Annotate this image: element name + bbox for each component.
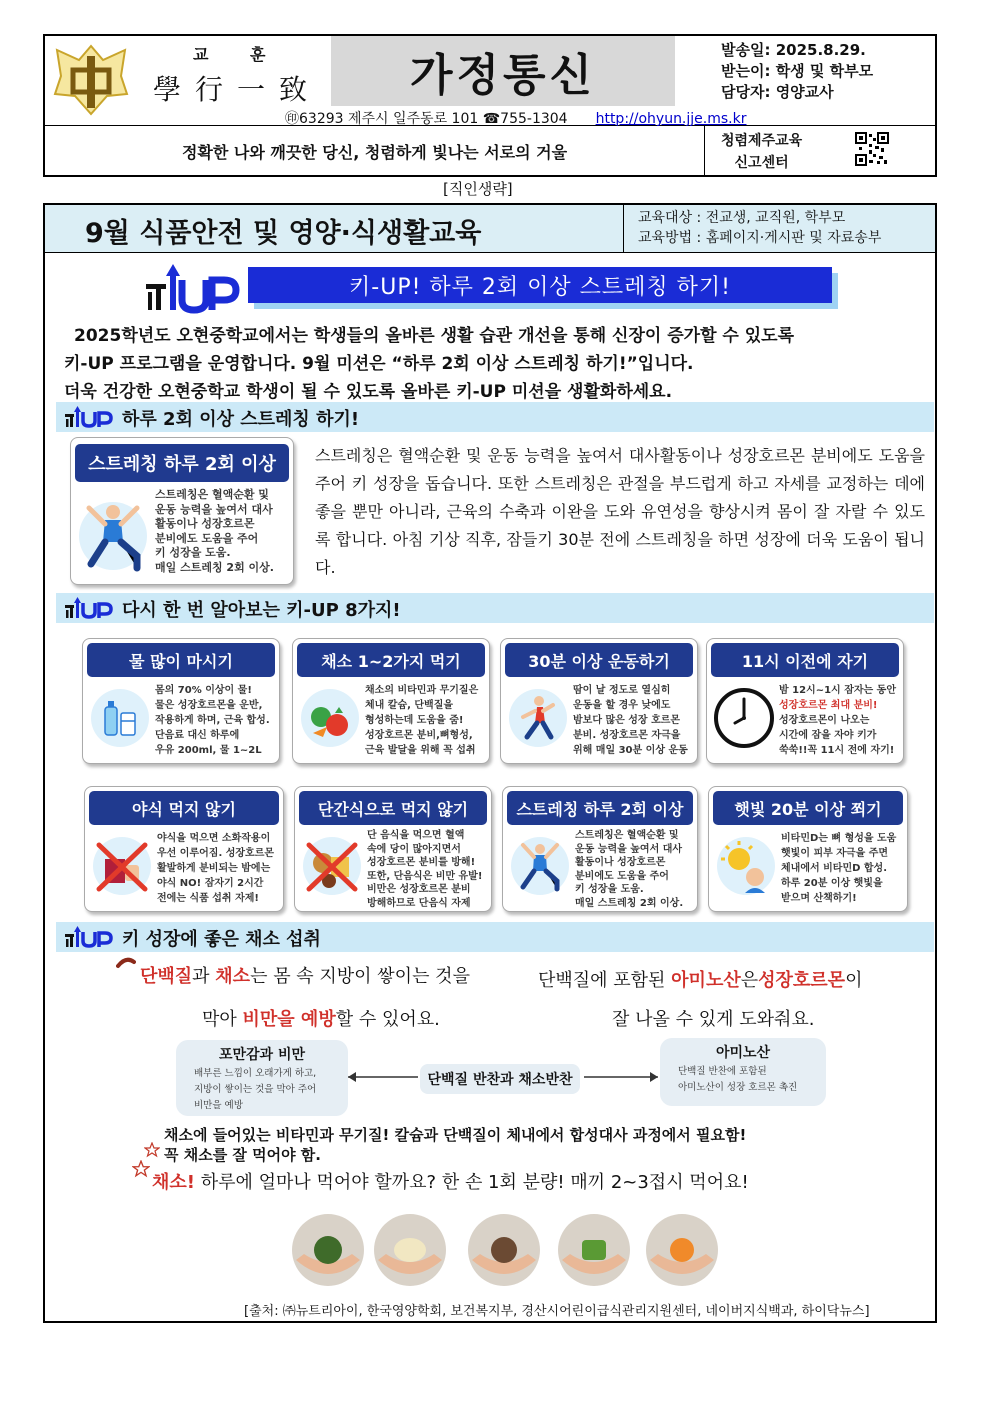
protein-veg-line-2 (202, 1005, 440, 1031)
kiup-card-line: 운동 능력을 높여서 대사 (575, 843, 683, 855)
kiup-card-vegetables (292, 638, 490, 764)
kiup-card-sunlight (708, 786, 908, 912)
text-fragment: 이 (845, 970, 863, 991)
ribbon-accent-icon (116, 956, 136, 972)
kiup-card-line: 우선 이루어짐. 성장호르몬 (157, 848, 275, 859)
hand-carrot-icon (644, 1210, 720, 1290)
satiety-box (176, 1040, 348, 1116)
kiup-card-line: 분비. 성장호르몬 자극을 (573, 730, 681, 741)
hand-sprouts-icon (372, 1210, 448, 1290)
kiup-card-no-sweets (294, 786, 492, 912)
amino-box-body (678, 1064, 797, 1096)
stretching-card-line: 분비에도 도움을 주어 (155, 531, 259, 545)
kiup-small-icon (64, 597, 118, 619)
page-title: 가정통신 (409, 50, 596, 101)
kiup-card-line: 위해 매일 30분 이상 운동 (573, 745, 688, 756)
stretching-person-icon (75, 488, 151, 578)
vegetable-note-1: 채소에 들어있는 비타민과 무기질! 칼슘과 단백질이 체내에서 합성대사 과정에서 필요함! (164, 1126, 747, 1144)
kiup-card-line: 단 음식을 먹으면 혈액 (367, 830, 465, 841)
kiup-card-line: 쑥쑥!!꼭 11시 전에 자기! (779, 745, 895, 756)
topic-title: 9월 식품안전 및 영양·식생활교육 (85, 218, 482, 249)
kiup-card-text (781, 831, 903, 906)
kiup-card-line: 방해하므로 단음식 자제 (367, 897, 471, 909)
satiety-box-line: 지방이 쌓이는 것을 막아 주어 (194, 1084, 317, 1095)
kiup-card-title: 야식 먹지 않기 (89, 791, 279, 825)
sources-citation: [출처: ㈜뉴트리아이, 한국영양학회, 보건복지부, 경산시어린이급식관리지원센터, 네이버지식백과, 하이닥뉴스] (244, 1304, 870, 1319)
water-bottle-icon (89, 687, 151, 749)
highlight-vegetable-question: 채소! (152, 1172, 195, 1193)
hand-mushroom-icon (466, 1210, 542, 1290)
stretching-card-text (155, 488, 289, 575)
kiup-card-line: 하루 20분 이상 햇빛을 (781, 878, 883, 889)
amino-box-line: 아미노산이 성장 호르몬 촉진 (678, 1082, 798, 1093)
kiup-card-exercise (500, 638, 698, 764)
kiup-card-line: 성장호르몬이 나오는 (779, 715, 870, 726)
kiup-card-line: 물은 성장호르몬을 운반, (155, 700, 263, 711)
kiup-card-line: 햇빛이 피부 자극을 주면 (781, 848, 889, 859)
stretching-card-title: 스트레칭 하루 2회 이상 (75, 444, 289, 482)
title-panel (331, 36, 675, 106)
running-person-icon (507, 687, 569, 749)
kiup-card-line: 운동을 할 경우 낮에도 (573, 700, 671, 711)
stretching-paragraph: 스트레칭은 혈액순환 및 운동 능력을 높여서 대사활동이나 성장호르몬 분비에도 도움을 주어 키 성장을 돕습니다. 또한 스트레칭은 관절을 부드럽게 하고 자세를 교정하는 데에 좋을 뿐만 아니라, 근육의 수축과 이완을 도와 유연성을 향상시켜 몸이 잘 자랄 수 있도록 합니다. 아침 기상 직후, 잠들기 30분 전에 스트레칭을 하면 성장에 더욱 도움이 됩니다. (315, 446, 925, 577)
kiup-card-text (157, 831, 279, 906)
kiup-card-line: 또한, 단음식은 비만 유발! (367, 870, 483, 882)
satiety-box-title: 포만감과 비만 (218, 1047, 306, 1063)
kiup-card-line: 우유 200ml, 물 1~2L (155, 745, 262, 756)
mission-banner: 키-UP! 하루 2회 이상 스트레칭 하기! (248, 267, 832, 303)
topic-banner (45, 205, 935, 253)
kiup-card-stretching (502, 786, 698, 912)
amino-box-line: 단백질 반찬에 포함된 (678, 1066, 767, 1077)
report-center (721, 130, 802, 174)
section-bar-stretching (56, 402, 934, 432)
vegetables-icon (299, 687, 361, 749)
send-info (721, 40, 873, 103)
text-fragment: 한 손 1회 분량! 매끼 2~3접시 먹어요! (436, 1172, 749, 1193)
clock-icon (713, 687, 775, 749)
text-fragment: 단백질에 포함된 (538, 970, 672, 991)
highlight-protein: 단백질 (140, 966, 193, 987)
satiety-box-line: 비만을 예방 (194, 1100, 243, 1111)
highlight-amino: 아미노산 (671, 970, 741, 991)
hand-broccoli-icon (290, 1210, 366, 1290)
no-sweets-icon (301, 835, 363, 897)
intro-line-3: 더욱 건강한 오현중학교 학생이 될 수 있도록 올바른 키-UP 미션을 생활화하세요. (64, 382, 673, 402)
stretching-person-icon (509, 835, 571, 897)
satiety-box-line: 배부른 느낌이 오래가게 하고, (194, 1068, 317, 1079)
kiup-card-title: 채소 1~2가지 먹기 (297, 643, 485, 677)
amino-box-title: 아미노산 (715, 1045, 771, 1061)
kiup-card-line: 땀이 날 정도로 열심히 (573, 685, 671, 696)
stretching-card (70, 437, 294, 585)
kiup-card-title: 물 많이 마시기 (87, 643, 275, 677)
person-in-charge: 담당자: 영양교사 (721, 83, 834, 101)
integrity-slogan: 정확한 나와 깨끗한 당신, 청렴하게 빛나는 서로의 거울 (45, 126, 705, 177)
kiup-card-line: 밤보다 많은 성장 호르몬 (573, 715, 681, 726)
satiety-box-body (194, 1066, 316, 1114)
kiup-logo-icon (142, 262, 242, 316)
recipient: 받는이: 학생 및 학부모 (721, 62, 874, 80)
kiup-card-line: 성장호르몬 분비를 방해! (367, 857, 476, 868)
kiup-card-line: 작용하게 하며, 근육 합성. (155, 715, 270, 726)
letterhead (43, 34, 937, 177)
kiup-card-text (155, 683, 275, 758)
intro-line-2: 키-UP 프로그램을 운영합니다. 9월 미션은 “하루 2회 이상 스트레칭 하기!”입니다. (64, 354, 694, 374)
sun-icon (715, 835, 777, 897)
stretching-card-line: 활동이나 성장호르몬 (155, 517, 255, 530)
kiup-card-line: 성장호르몬 분비,뼈형성, (365, 730, 473, 741)
kiup-card-no-late-snack (84, 786, 284, 912)
kiup-card-line: 밤 12시~1시 잠자는 동안 (779, 685, 896, 696)
kiup-card-line: 속에 당이 많아지면서 (367, 843, 461, 855)
section-title-stretching: 하루 2회 이상 스트레칭 하기! (122, 409, 360, 430)
highlight-obesity: 비만을 예방 (242, 1009, 336, 1030)
kiup-card-line: 스트레칭은 혈액순환 및 (575, 830, 679, 841)
kiup-card-text (573, 683, 693, 758)
kiup-card-title: 스트레칭 하루 2회 이상 (507, 791, 693, 825)
star-icon (144, 1142, 160, 1158)
send-date: 발송일: 2025.8.29. (721, 41, 866, 59)
amino-line-1 (538, 966, 862, 992)
kiup-card-line: 채소의 비타민과 무기질은 (365, 685, 479, 696)
right-arrow-icon (582, 1070, 660, 1084)
kiup-small-icon (64, 406, 118, 428)
star-icon (132, 1160, 150, 1178)
address-line (285, 108, 746, 128)
stretching-card-line: 스트레칭은 혈액순환 및 (155, 488, 269, 501)
text-fragment: 는 몸 속 지방이 쌓이는 것을 (250, 966, 470, 987)
education-target: 교육대상 : 전교생, 교직원, 학부모 (638, 210, 846, 226)
kiup-card-line: 체내 칼슘, 단백질을 (365, 700, 454, 711)
section-bar-vegetables (56, 922, 934, 952)
kiup-card-title: 30분 이상 운동하기 (505, 643, 693, 677)
vegetable-note-2: 꼭 채소를 잘 먹어야 함. (164, 1146, 321, 1164)
left-arrow-icon (346, 1070, 420, 1084)
qr-code-icon[interactable] (855, 132, 889, 166)
kiup-small-icon (64, 926, 118, 948)
stretching-card-line: 키 성장을 도움. (155, 546, 231, 559)
kiup-card-line: 근육 발달을 위해 꼭 섭취 (365, 745, 476, 756)
kiup-card-line: 비타민D는 뼈 형성을 도움 (781, 833, 897, 844)
kiup-card-line: 체내에서 비타민D 합성. (781, 863, 888, 874)
highlight-hormone: 성장호르몬 (758, 970, 846, 991)
kiup-card-line: 받으며 산책하기! (781, 893, 857, 904)
education-method: 교육방법 : 홈페이지·게시판 및 자료송부 (638, 230, 882, 246)
amino-line-2: 잘 나올 수 있게 도와줘요. (612, 1009, 815, 1030)
kiup-card-text (779, 683, 899, 758)
hand-cucumber-icon (556, 1210, 632, 1290)
no-late-snack-icon (91, 835, 153, 897)
kiup-card-line: 시간에 잠을 자야 키가 (779, 730, 877, 741)
topic-meta (623, 205, 935, 252)
highlight-vegetable: 채소 (215, 966, 251, 987)
stretching-card-line: 운동 능력을 높여서 대사 (155, 502, 273, 516)
section-title-vegetables: 키 성장에 좋은 채소 섭취 (122, 929, 321, 950)
kiup-card-line: 비만은 성장호르몬 분비 (367, 884, 471, 895)
vegetable-portion-question (152, 1168, 749, 1194)
school-url-link[interactable]: http://ohyun.jje.ms.kr (595, 111, 747, 127)
kiup-card-line: 전에는 식품 섭취 자제! (157, 893, 259, 904)
intro-line-1: 2025학년도 오현중학교에서는 학생들의 올바른 생활 습관 개선을 통해 신장이 증가할 수 있도록 (74, 326, 795, 346)
kiup-card-title: 햇빛 20분 이상 쬐기 (713, 791, 903, 825)
text-fragment: 하루에 얼마나 먹어야 할까요? (195, 1172, 437, 1193)
kiup-card-water (82, 638, 280, 764)
protein-veg-line-1 (140, 962, 470, 988)
kiup-card-text (367, 829, 487, 910)
school-motto: 學行一致 (153, 73, 322, 106)
kiup-card-line: 활동이나 성장호르몬 (575, 857, 666, 868)
kiup-card-line: 단음료 대신 하루에 (155, 730, 240, 741)
kiup-card-line: 매일 스트레칭 2회 이상. (575, 897, 684, 909)
stretching-card-line: 매일 스트레칭 2회 이상. (155, 560, 274, 574)
text-fragment: 과 (192, 966, 216, 987)
school-emblem-icon (51, 42, 131, 118)
kiup-card-line: 분비에도 도움을 주어 (575, 870, 669, 882)
kiup-card-title: 단간식으로 먹지 않기 (299, 791, 487, 825)
kiup-card-title: 11시 이전에 자기 (711, 643, 899, 677)
kiup-card-line: 형성하는데 도움을 줌! (365, 715, 464, 726)
kiup-card-line: 야식 NO! 잠자기 2시간 (157, 878, 264, 889)
text-fragment: 은 (740, 970, 759, 991)
report-center-line2: 신고센터 (734, 155, 789, 171)
motto-label: 교 훈 (193, 45, 284, 64)
section-bar-kiup-8 (56, 593, 934, 623)
text-fragment: 할 수 있어요. (335, 1009, 440, 1030)
amino-box (660, 1038, 826, 1106)
kiup-card-line: 성장호르몬 최대 분비! (779, 700, 878, 711)
kiup-card-line: 키 성장을 도움. (575, 884, 644, 895)
kiup-card-line: 야식을 먹으면 소화작용이 (157, 833, 271, 844)
protein-veg-dish-label: 단백질 반찬과 채소반찬 (420, 1064, 580, 1094)
school-address: ㊞63293 제주시 일주동로 101 ☎755-1304 (285, 111, 568, 127)
seal-omitted-note: [직인생략] (443, 180, 513, 198)
intro-text (64, 322, 924, 406)
text-fragment: 막아 (202, 1009, 243, 1030)
kiup-card-line: 몸의 70% 이상이 물! (155, 685, 252, 696)
kiup-card-sleep (706, 638, 904, 764)
section-title-kiup-8: 다시 한 번 알아보는 키-UP 8가지! (122, 600, 401, 621)
kiup-card-line: 활발하게 분비되는 밤에는 (157, 863, 271, 874)
kiup-card-text (365, 683, 485, 758)
report-center-line1: 청렴제주교육 (721, 133, 803, 149)
kiup-card-text (575, 829, 693, 910)
